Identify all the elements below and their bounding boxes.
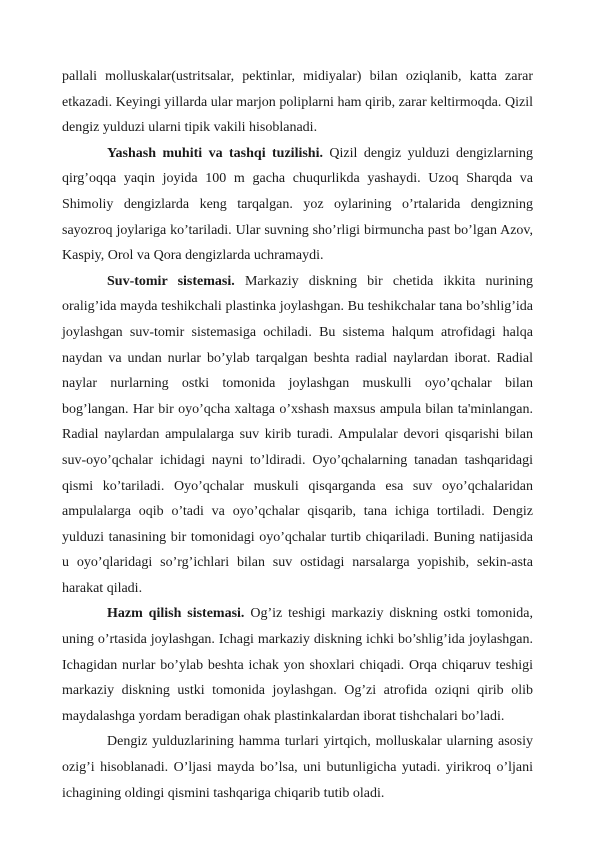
paragraph-feeding [62,729,533,806]
paragraph-water-vascular [62,269,533,602]
document-body [62,64,533,806]
paragraph-digestive [62,601,533,729]
paragraph-text: Markaziy diskning bir chetida ikkita nurining oralig’ida mayda teshikchali plastinka joylashgan. Bu teshikchalar tana bo’shlig’ida joylashgan suv-tomir sistemasiga ochiladi. Bu sistema halqum atrofidagi halqa naydan va undan nurlar bo’ylab tarqalgan beshta radial naylardan iborat. Radial naylar nurlarning ostki tomonida joylashgan muskulli oyo’qchalar bilan bog’langan. Har bir oyo’qcha xaltaga o’xshash maxsus ampula bilan ta'minlangan. Radial naylardan ampulalarga suv kirib turadi. Ampulalar devori qisqarishi bilan suv-oyo’qchalar ichidagi nayni to’ldiradi. Oyo’qchalarning tanadan tashqaridagi qismi ko’tariladi. Oyo’qchalar muskuli qisqarganda esa suv oyo’qchalaridan ampulalarga oqib o’tadi va oyo’qchalar qisqarib, tana ichiga tortiladi. Dengiz yulduzi tanasining bir tomonidagi oyo’qchalar turtib chiqariladi. Buning natijasida u oyo’qlaridagi so’rg’ichlari bilan suv ostidagi narsalarga yopishib, sekin-asta harakat qiladi. [62,273,533,596]
paragraph-text: Dengiz yulduzlarining hamma turlari yirtqich, molluskalar ularning asosiy ozig’i hisoblanadi. O’ljasi mayda bo’lsa, uni butunligicha yutadi. yirikroq o’ljani ichagining oldingi qismini tashqariga chiqarib tutib oladi. [62,734,533,801]
paragraph-text: Qizil dengiz yulduzi dengizlarning qirg’oqqa yaqin joyida 100 m gacha chuqurlikda yashaydi. Uzoq Sharqda va Shimoliy dengizlarda keng tarqalgan. yoz oylarining o’rtalarida dengizning sayozroq joylariga ko’tariladi. Ular suvning sho’rligi birmuncha past bo’lgan Azov, Kaspiy, Orol va Qora dengizlarda uchramaydi. [62,145,534,264]
paragraph-habitat [62,141,533,269]
section-heading: Suv-tomir sistemasi. [107,273,235,289]
paragraph-intro [62,64,533,141]
section-heading: Hazm qilish sistemasi. [107,606,245,622]
section-heading: Yashash muhiti va tashqi tuzilishi. [107,145,323,161]
paragraph-text: pallali molluskalar(ustritsalar, pektinlar, midiyalar) bilan oziqlanib, katta zarar etkazadi. Keyingi yillarda ular marjon poliplarni ham qirib, zarar keltirmoqda. Qizil dengiz yulduzi ularni tipik vakili hisoblanadi. [62,69,533,136]
paragraph-text: Og’iz teshigi markaziy diskning ostki tomonida, uning o’rtasida joylashgan. Ichagi markaziy diskning ichki bo’shlig’ida joylashgan. Ichagidan nurlar bo’ylab beshta ichak yon shoxlari chiqadi. Orqa chiqaruv teshigi markaziy diskning ustki tomonida joylashgan. Og’zi atrofida oziqni qirib olib maydalashga yordam beradigan ohak plastinkalardan iborat tishchalari bo’ladi. [62,606,533,724]
